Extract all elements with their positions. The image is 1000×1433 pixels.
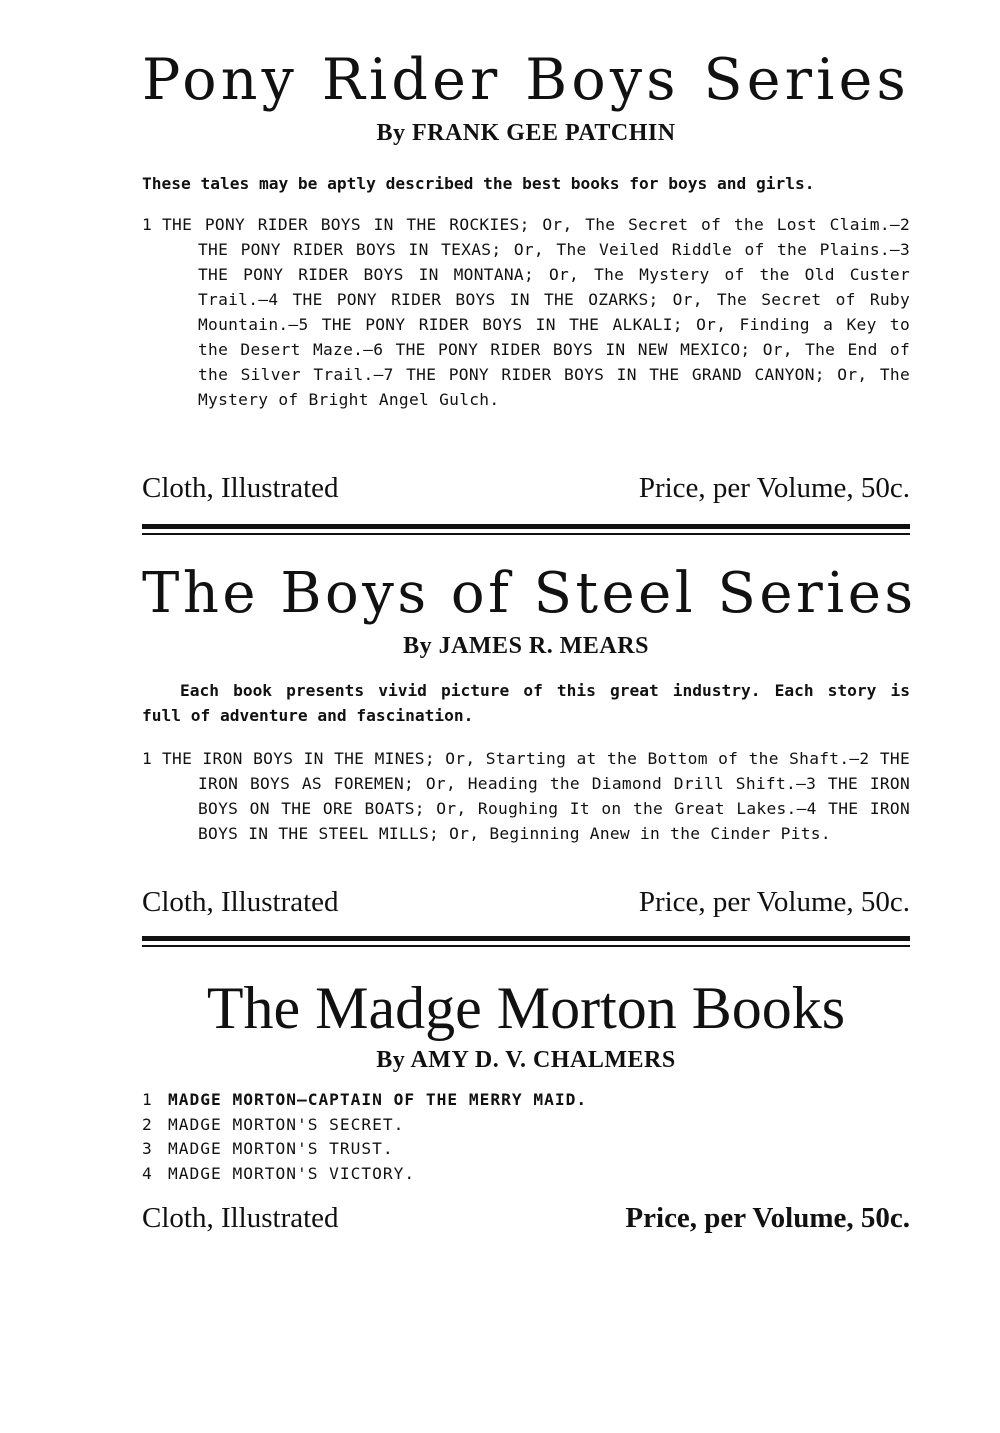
madge-morton-footer [142,1204,910,1233]
pony-rider-section [142,47,910,412]
book-list-number: 1 [142,749,153,768]
book-list-text: THE IRON BOYS IN THE MINES; Or, Starting at the Bottom of the Shaft.—2 THE IRON BOYS AS FOREMEN; Or, Heading the Diamond Drill Shift.—3 THE IRON BOYS ON THE ORE BOATS; Or, Roughing It on the Great Lakes.—4 THE IRON BOYS IN THE STEEL MILLS; Or, Beginning Anew in the Cinder Pits. [162,749,910,843]
book-list-number: 1 [142,215,153,234]
madge-morton-byline: By AMY D. V. CHALMERS [376,1047,676,1073]
boys-of-steel-byline: By JAMES R. MEARS [403,633,649,659]
list-item: 1 MADGE MORTON—CAPTAIN OF THE MERRY MAID. [142,1090,588,1109]
pony-rider-description: These tales may be aptly described the best books for boys and girls. [142,174,815,193]
boys-of-steel-footer [142,888,910,917]
list-item: 3 MADGE MORTON'S TRUST. [142,1139,394,1158]
list-item: 4 MADGE MORTON'S VICTORY. [142,1163,416,1183]
section-divider [142,524,910,535]
binding-label: Cloth, Illustrated [142,886,339,918]
price-label: Price, per Volume, 50c. [638,472,910,504]
madge-morton-title: The Madge Morton Books [206,975,846,1041]
pony-rider-footer [142,474,910,503]
pony-rider-title: Pony Rider Boys Series [142,47,910,113]
section-divider [142,936,910,947]
pony-rider-book-list [142,212,910,412]
boys-of-steel-section [142,561,917,846]
madge-morton-book-list [142,1088,910,1186]
price-label: Price, per Volume, 50c. [625,1202,910,1234]
price-label: Price, per Volume, 50c. [638,886,910,918]
binding-label: Cloth, Illustrated [142,1202,339,1234]
binding-label: Cloth, Illustrated [142,472,339,504]
boys-of-steel-book-list [142,746,910,846]
madge-morton-section [142,975,910,1186]
boys-of-steel-title: The Boys of Steel Series [142,561,917,626]
boys-of-steel-description: Each book presents vivid picture of this great industry. Each story is full of adventure and fascination. [142,681,910,725]
book-list-text: THE PONY RIDER BOYS IN THE ROCKIES; Or, The Secret of the Lost Claim.—2 THE PONY RIDER BOYS IN TEXAS; Or, The Veiled Riddle of the Plains.—3 THE PONY RIDER BOYS IN MONTANA; Or, The Mystery of the Old Custer Trail.—4 THE PONY RIDER BOYS IN THE OZARKS; Or, The Secret of Ruby Mountain.—5 THE PONY RIDER BOYS IN THE ALKALI; Or, Finding a Key to the Desert Maze.—6 THE PONY RIDER BOYS IN NEW MEXICO; Or, The End of the Silver Trail.—7 THE PONY RIDER BOYS IN THE GRAND CANYON; Or, The Mystery of Bright Angel Gulch. [162,215,910,409]
list-item: 2 MADGE MORTON'S SECRET. [142,1114,405,1134]
pony-rider-byline: By FRANK GEE PATCHIN [376,120,676,146]
